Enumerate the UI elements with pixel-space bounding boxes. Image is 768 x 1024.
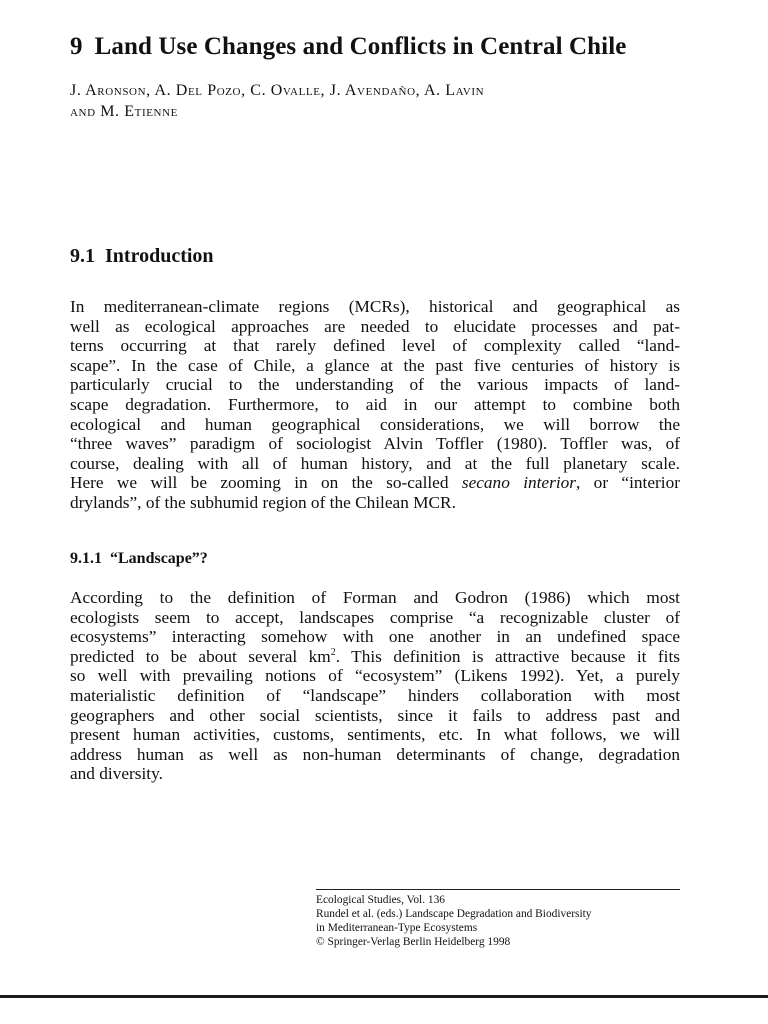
- footnote-book-title: in Mediterranean-Type Ecosystems: [316, 922, 478, 934]
- landscape-paragraph: [70, 588, 680, 784]
- text-line: drylands”, of the subhumid region of the Chilean MCR.: [70, 492, 456, 512]
- text-line: address human as well as non-human determinants of change, degradation: [70, 744, 680, 764]
- text-line: terns occurring at that rarely defined level of complexity called “land-: [70, 336, 680, 356]
- text-run: . This definition is attractive because it fits: [335, 646, 680, 666]
- section-number: 9.1: [70, 245, 95, 267]
- text-line: course, dealing with all of human history, and at the full planetary scale.: [70, 453, 680, 473]
- section-title-text: Introduction: [105, 245, 214, 267]
- footnote-copyright: © Springer-Verlag Berlin Heidelberg 1998: [316, 936, 511, 948]
- text-line: [70, 647, 680, 667]
- publication-footnote: [316, 889, 680, 949]
- authors-line-1: J. Aronson, A. Del Pozo, C. Ovalle, J. Avendaño, A. Lavin: [70, 82, 485, 99]
- text-line: geographers and other social scientists, since it fails to address past and: [70, 705, 680, 725]
- text-line: particularly crucial to the understanding of the various impacts of land-: [70, 375, 680, 395]
- text-line: materialistic definition of “landscape” hinders collaboration with most: [70, 685, 680, 705]
- text-line: scape”. In the case of Chile, a glance at the past five centuries of history is: [70, 355, 680, 375]
- chapter-title: [70, 30, 750, 64]
- text-line: ecosystems” interacting somehow with one another in an undefined space: [70, 627, 680, 647]
- author-list: [70, 80, 750, 122]
- subsection-heading: [70, 548, 208, 570]
- text-line: [70, 473, 680, 493]
- superscript: 2: [330, 647, 336, 659]
- text-line: scape degradation. Furthermore, to aid in our attempt to combine both: [70, 394, 680, 414]
- page-bottom-rule: [0, 995, 768, 998]
- authors-line-2: and M. Etienne: [70, 103, 178, 120]
- text-line: In mediterranean-climate regions (MCRs), historical and geographical as: [70, 297, 680, 316]
- footnote-series: Ecological Studies, Vol. 136: [316, 894, 445, 906]
- subsection-title-text: “Landscape”?: [110, 550, 208, 567]
- text-line: ecologists seem to accept, landscapes comprise “a recognizable cluster of: [70, 607, 680, 627]
- chapter-title-text: Land Use Changes and Conflicts in Central Chile: [94, 33, 627, 60]
- text-line: According to the definition of Forman and Godron (1986) which most: [70, 588, 680, 607]
- text-line: so well with prevailing notions of “ecosystem” (Likens 1992). Yet, a purely: [70, 666, 680, 686]
- italic-term: secano interior: [461, 473, 576, 493]
- text-run: Here we will be zooming in on the so-called: [70, 473, 462, 493]
- chapter-number: 9: [70, 33, 83, 60]
- text-line: “three waves” paradigm of sociologist Alvin Toffler (1980). Toffler was, of: [70, 434, 680, 454]
- text-line: well as ecological approaches are needed to elucidate processes and pat-: [70, 316, 680, 336]
- text-line: and diversity.: [70, 764, 163, 784]
- text-run: predicted to be about several km: [70, 646, 331, 666]
- intro-paragraph: [70, 297, 680, 513]
- text-line: present human activities, customs, sentiments, etc. In what follows, we will: [70, 725, 680, 745]
- subsection-number: 9.1.1: [70, 550, 102, 567]
- footnote-editors: Rundel et al. (eds.) Landscape Degradation and Biodiversity: [316, 908, 592, 920]
- section-heading: [70, 242, 214, 270]
- text-run: , or “interior: [576, 473, 680, 493]
- text-line: ecological and human geographical considerations, we will borrow the: [70, 414, 680, 434]
